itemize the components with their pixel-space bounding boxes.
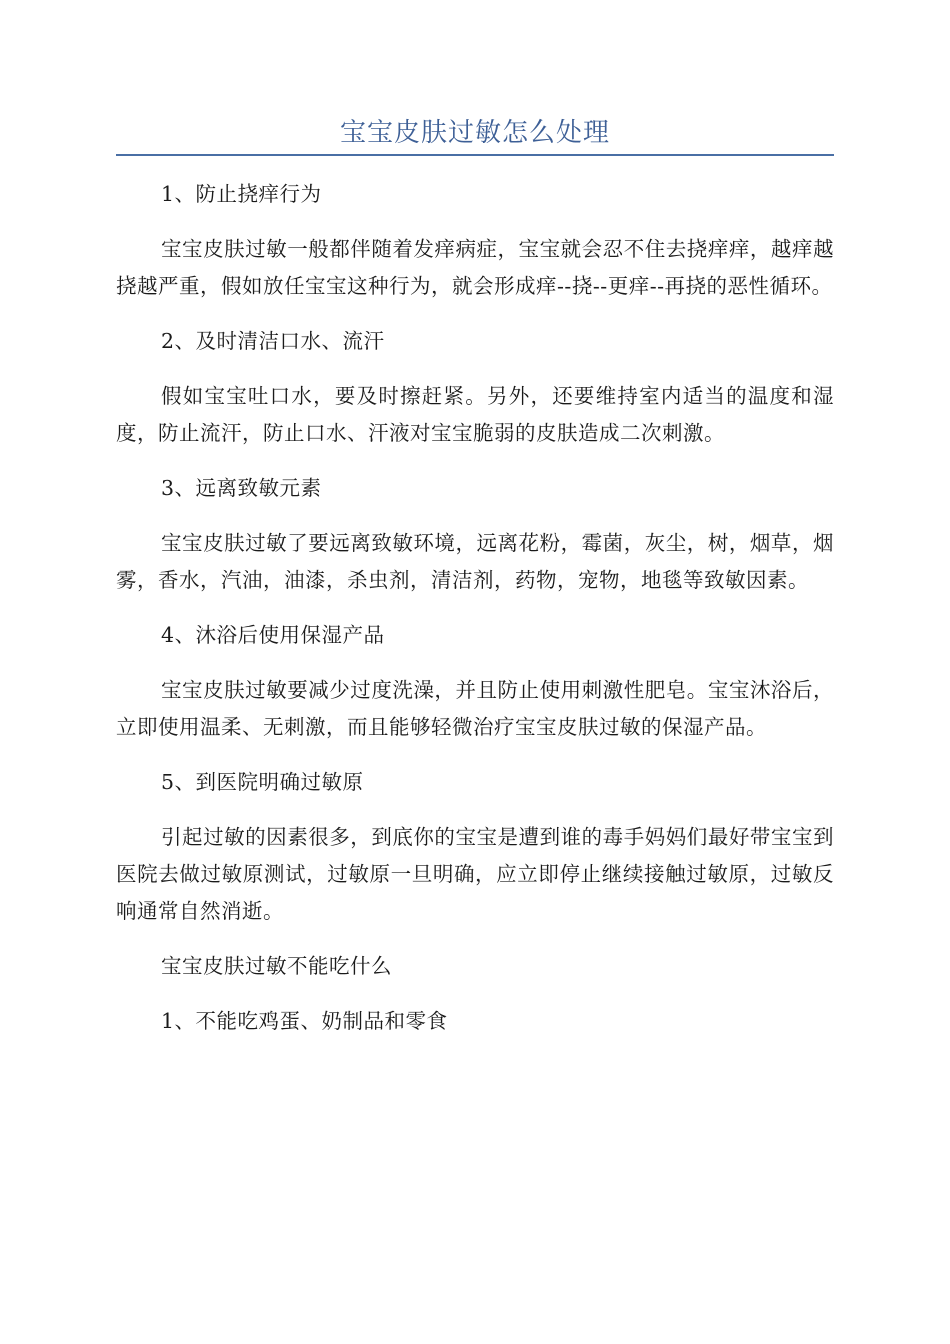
section-heading-2: 2、及时清洁口水、流汗 [161,329,385,353]
section-heading-diet-1: 1、不能吃鸡蛋、奶制品和零食 [161,1009,448,1033]
paragraph-5: 引起过敏的因素很多，到底你的宝宝是遭到谁的毒手妈妈们最好带宝宝到医院去做过敏原测试，过敏原一旦明确，应立即停止继续接触过敏原，过敏反响通常自然消逝。 [116,825,834,923]
subtitle-diet: 宝宝皮肤过敏不能吃什么 [161,954,392,978]
paragraph-1: 宝宝皮肤过敏一般都伴随着发痒病症，宝宝就会忍不住去挠痒痒，越痒越挠越严重，假如放任宝宝这种行为，就会形成痒--挠--更痒--再挠的恶性循环。 [116,237,834,298]
paragraph-4: 宝宝皮肤过敏要减少过度洗澡，并且防止使用刺激性肥皂。宝宝沐浴后，立即使用温柔、无刺激，而且能够轻微治疗宝宝皮肤过敏的保湿产品。 [116,678,834,739]
section-heading-1: 1、防止挠痒行为 [161,182,322,206]
section-heading-4: 4、沐浴后使用保湿产品 [161,623,385,647]
document-title: 宝宝皮肤过敏怎么处理 [339,118,610,148]
section-heading-5: 5、到医院明确过敏原 [161,770,364,794]
paragraph-2: 假如宝宝吐口水，要及时擦赶紧。另外，还要维持室内适当的温度和湿度，防止流汗，防止口水、汗液对宝宝脆弱的皮肤造成二次刺激。 [116,384,834,445]
paragraph-3: 宝宝皮肤过敏了要远离致敏环境，远离花粉，霉菌，灰尘，树，烟草，烟雾，香水，汽油，油漆，杀虫剂，清洁剂，药物，宠物，地毯等致敏因素。 [116,531,834,592]
section-heading-3: 3、远离致敏元素 [161,476,322,500]
document-body [116,176,834,1058]
title-underline [116,154,834,156]
